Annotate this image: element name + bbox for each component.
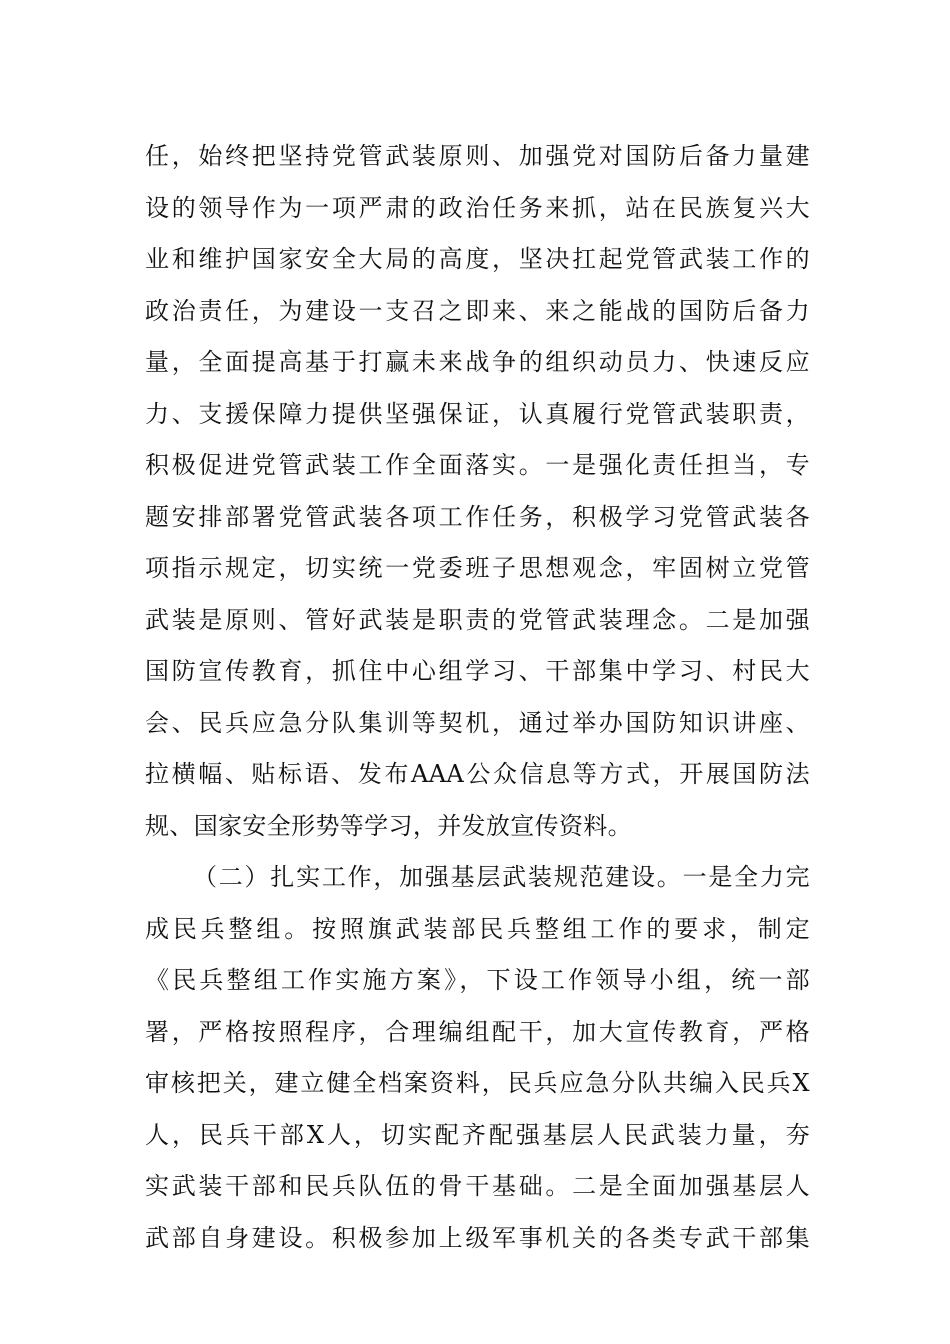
text-line: 设的领导作为一项严肃的政治任务来抓，站在民族复兴大 [145, 193, 810, 222]
text-line-paragraph-end: 规、国家安全形势等学习，并发放宣传资料。 [145, 811, 632, 840]
text-line: 任，始终把坚持党管武装原则、加强党对国防后备力量建 [145, 142, 810, 170]
text-line: 会、民兵应急分队集训等契机，通过举办国防知识讲座、 [145, 708, 810, 737]
text-line: 量，全面提高基于打赢未来战争的组织动员力、快速反应 [145, 348, 810, 376]
text-line-section-heading: （二）扎实工作，加强基层武装规范建设。一是全力完 [193, 863, 810, 891]
text-line: 成民兵整组。按照旗武装部民兵整组工作的要求，制定 [145, 914, 810, 943]
text-line: 武部自身建设。积极参加上级军事机关的各类专武干部集 [145, 1223, 810, 1252]
text-line: 国防宣传教育，抓住中心组学习、干部集中学习、村民大 [145, 657, 810, 685]
text-line: 业和维护国家安全大局的高度，坚决扛起党管武装工作的 [145, 245, 810, 273]
text-line: 项指示规定，切实统一党委班子思想观念，牢固树立党管 [145, 554, 810, 582]
text-line: 政治责任，为建设一支召之即来、来之能战的国防后备力 [145, 296, 810, 325]
text-line: 力、支援保障力提供坚强保证，认真履行党管武装职责， [145, 399, 810, 428]
text-line: 《民兵整组工作实施方案》，下设工作领导小组，统一部 [145, 966, 810, 994]
text-line: 题安排部署党管武装各项工作任务，积极学习党管武装各 [145, 502, 810, 531]
text-line: 人，民兵干部X人，切实配齐配强基层人民武装力量，夯 [145, 1120, 810, 1149]
text-line: 武装是原则、管好武装是职责的党管武装理念。二是加强 [145, 605, 810, 634]
text-line: 积极促进党管武装工作全面落实。一是强化责任担当，专 [145, 451, 810, 479]
text-line: 审核把关，建立健全档案资料，民兵应急分队共编入民兵X [145, 1069, 810, 1097]
body-text [145, 131, 810, 1264]
text-line: 署，严格按照程序，合理编组配干，加大宣传教育，严格 [145, 1017, 810, 1046]
text-line: 实武装干部和民兵队伍的骨干基础。二是全面加强基层人 [145, 1172, 810, 1200]
text-line: 拉横幅、贴标语、发布AAA公众信息等方式，开展国防法 [145, 760, 810, 788]
